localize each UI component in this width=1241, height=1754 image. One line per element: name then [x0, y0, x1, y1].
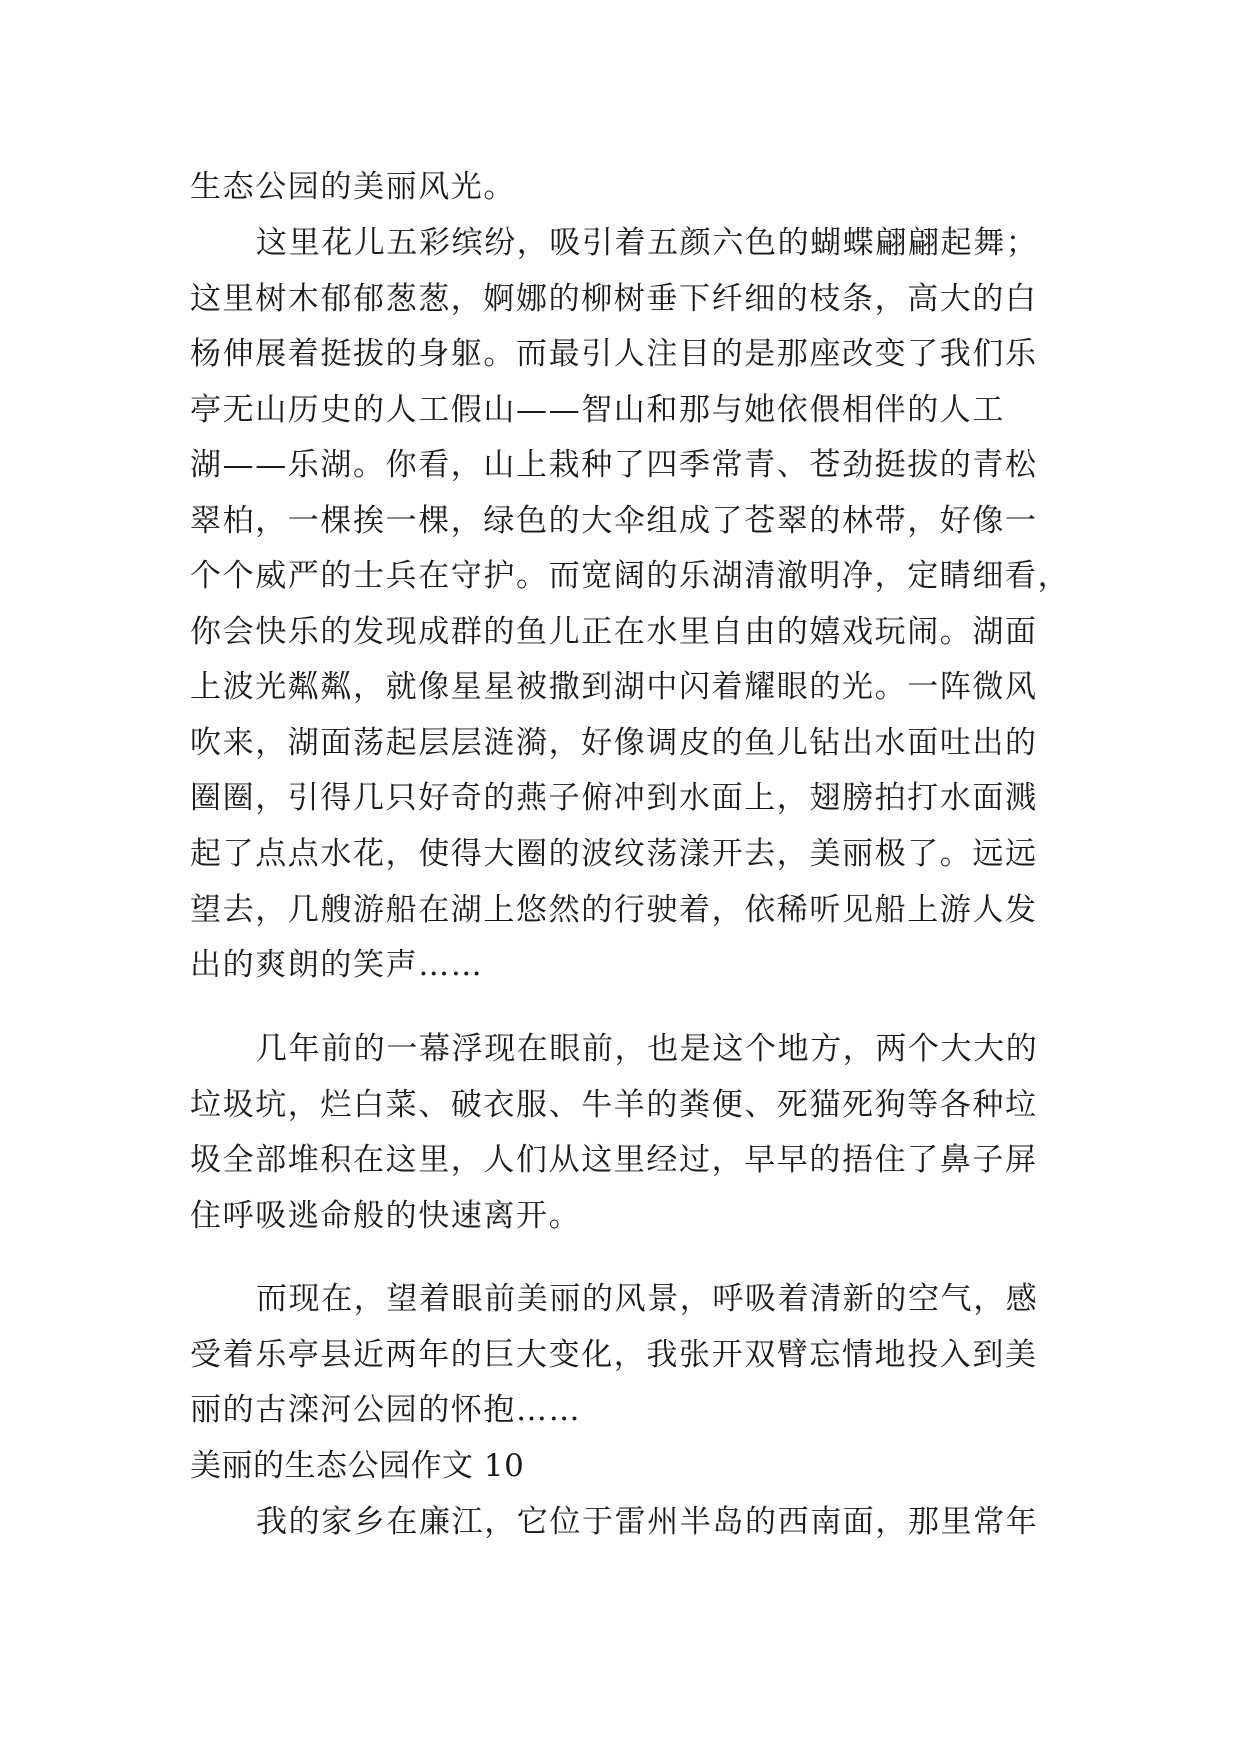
text-line: 住呼吸逃命般的快速离开。: [190, 1198, 582, 1234]
text-line: 起了点点水花，使得大圈的波纹荡漾开去，美丽极了。远远: [190, 836, 1038, 872]
paragraph-first-line: 几年前的一幕浮现在眼前，也是这个地方，两个大大的: [256, 1031, 1039, 1067]
paragraph-first-line: 这里花儿五彩缤纷，吸引着五颜六色的蝴蝶翩翩起舞；: [256, 225, 1039, 261]
text-line: 圈圈，引得几只好奇的燕子俯冲到水面上，翅膀拍打水面溅: [190, 780, 1038, 816]
text-line: 个个威严的士兵在守护。而宽阔的乐湖清澈明净，定睛细看，: [190, 558, 1071, 594]
text-line: 翠柏，一棵挨一棵，绿色的大伞组成了苍翠的林带，好像一: [190, 503, 1038, 539]
paragraph-first-line: 而现在，望着眼前美丽的风景，呼吸着清新的空气，感: [256, 1281, 1039, 1317]
text-line: 这里树木郁郁葱葱，婀娜的柳树垂下纤细的枝条，高大的白: [190, 281, 1038, 317]
text-line: 生态公园的美丽风光。: [190, 169, 516, 205]
text-line: 杨伸展着挺拔的身躯。而最引人注目的是那座改变了我们乐: [190, 336, 1038, 372]
paragraph-first-line: 我的家乡在廉江，它位于雷州半岛的西南面，那里常年: [256, 1504, 1039, 1540]
text-line: 望去，几艘游船在湖上悠然的行驶着，依稀听见船上游人发: [190, 892, 1038, 928]
text-line: 吹来，湖面荡起层层涟漪，好像调皮的鱼儿钻出水面吐出的: [190, 725, 1038, 761]
text-line: 受着乐亭县近两年的巨大变化，我张开双臂忘情地投入到美: [190, 1337, 1038, 1373]
text-line: 湖——乐湖。你看，山上栽种了四季常青、苍劲挺拔的青松: [190, 447, 1038, 483]
text-line: 出的爽朗的笑声……: [190, 947, 484, 983]
text-line: 你会快乐的发现成群的鱼儿正在水里自由的嬉戏玩闹。湖面: [190, 614, 1038, 650]
text-line: 垃圾坑，烂白菜、破衣服、牛羊的粪便、死猫死狗等各种垃: [190, 1087, 1038, 1123]
text-line: 亭无山历史的人工假山——智山和那与她依偎相伴的人工: [190, 392, 1005, 428]
text-line: 丽的古滦河公园的怀抱……: [190, 1392, 582, 1428]
text-line: 上波光粼粼，就像星星被撒到湖中闪着耀眼的光。一阵微风: [190, 669, 1038, 705]
section-heading: 美丽的生态公园作文 10: [190, 1448, 525, 1484]
text-line: 圾全部堆积在这里，人们从这里经过，早早的捂住了鼻子屏: [190, 1142, 1038, 1178]
